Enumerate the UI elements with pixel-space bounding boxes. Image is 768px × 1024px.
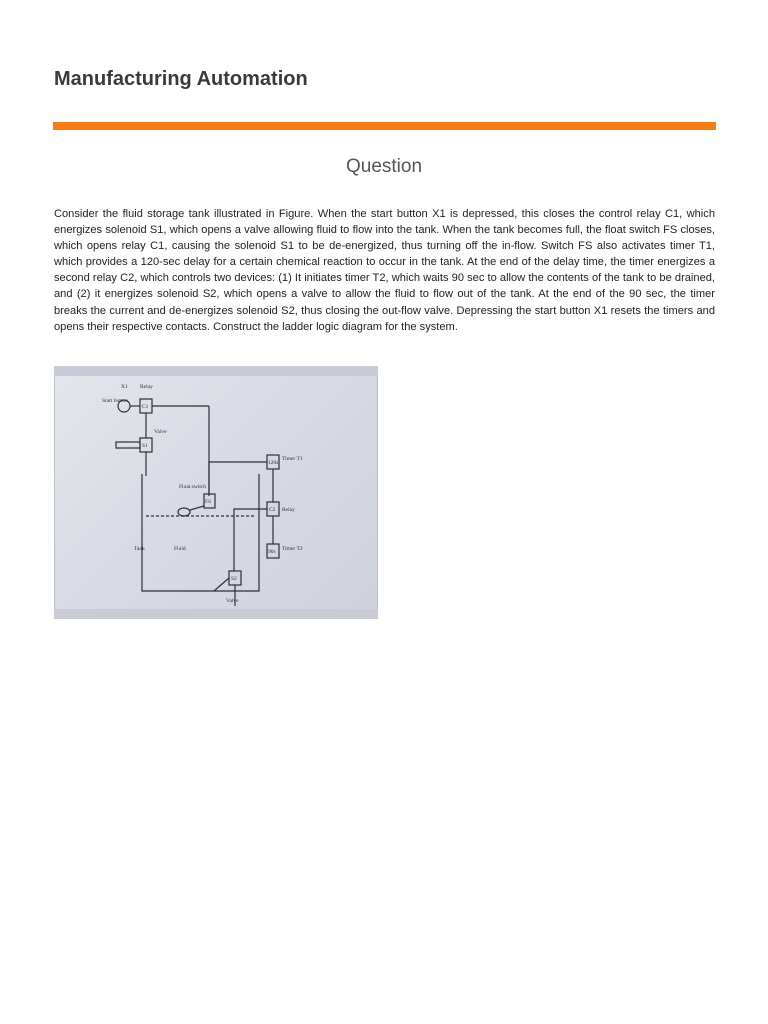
label-start-button: Start button: [102, 398, 128, 404]
label-float-switch: Float switch: [179, 484, 207, 490]
float-ball: [178, 508, 190, 516]
inlet-pipe: [116, 442, 140, 448]
accent-divider: [53, 122, 716, 130]
label-t1-value: 120s: [268, 460, 279, 466]
page-title: Manufacturing Automation: [54, 68, 308, 90]
label-fs: FS: [205, 499, 212, 505]
label-timer-t2: Timer T2: [282, 546, 303, 552]
label-valve-bottom: Valve: [226, 598, 239, 604]
label-timer-t1: Timer T1: [282, 456, 303, 462]
label-t2-value: 90s: [268, 549, 276, 555]
label-tank: Tank: [134, 546, 145, 552]
label-fluid: Fluid: [174, 546, 186, 552]
label-relay-top: Relay: [140, 384, 153, 390]
label-s2: S2: [231, 576, 237, 582]
tank-diagram: [54, 366, 378, 619]
question-paragraph: Consider the fluid storage tank illustrated in Figure. When the start button X1 is depressed, this closes the control relay C1, which energizes solenoid S1, which opens a valve allowing fluid to flow into the tank. When the tank becomes full, the float switch FS closes, which opens relay C1, causing the solenoid S1 to be de-energized, thus turning off the in-flow. Switch FS also activates timer T1, which provides a 120-sec delay for a certain chemical reaction to occur in the tank. At the end of the delay time, the timer energizes a second relay C2, which controls two devices: (1) It initiates timer T2, which waits 90 sec to allow the contents of the tank to be drained, and (2) it energizes solenoid S2, which opens a valve to allow the fluid to flow out of the tank. At the end of the 90 sec, the timer breaks the current and de-energizes solenoid S2, thus closing the out-flow valve. Depressing the start button X1 resets the timers and opens their respective contacts. Construct the ladder logic diagram for the system.: [54, 208, 715, 333]
label-valve-top: Valve: [154, 429, 167, 435]
label-c2: C2: [269, 507, 276, 513]
tank-figure-photo: [54, 366, 378, 619]
label-s1: S1: [142, 443, 148, 449]
label-x1: X1: [121, 384, 128, 390]
label-c1: C1: [142, 404, 149, 410]
section-heading: Question: [345, 156, 423, 177]
label-relay-mid: Relay: [282, 507, 295, 513]
